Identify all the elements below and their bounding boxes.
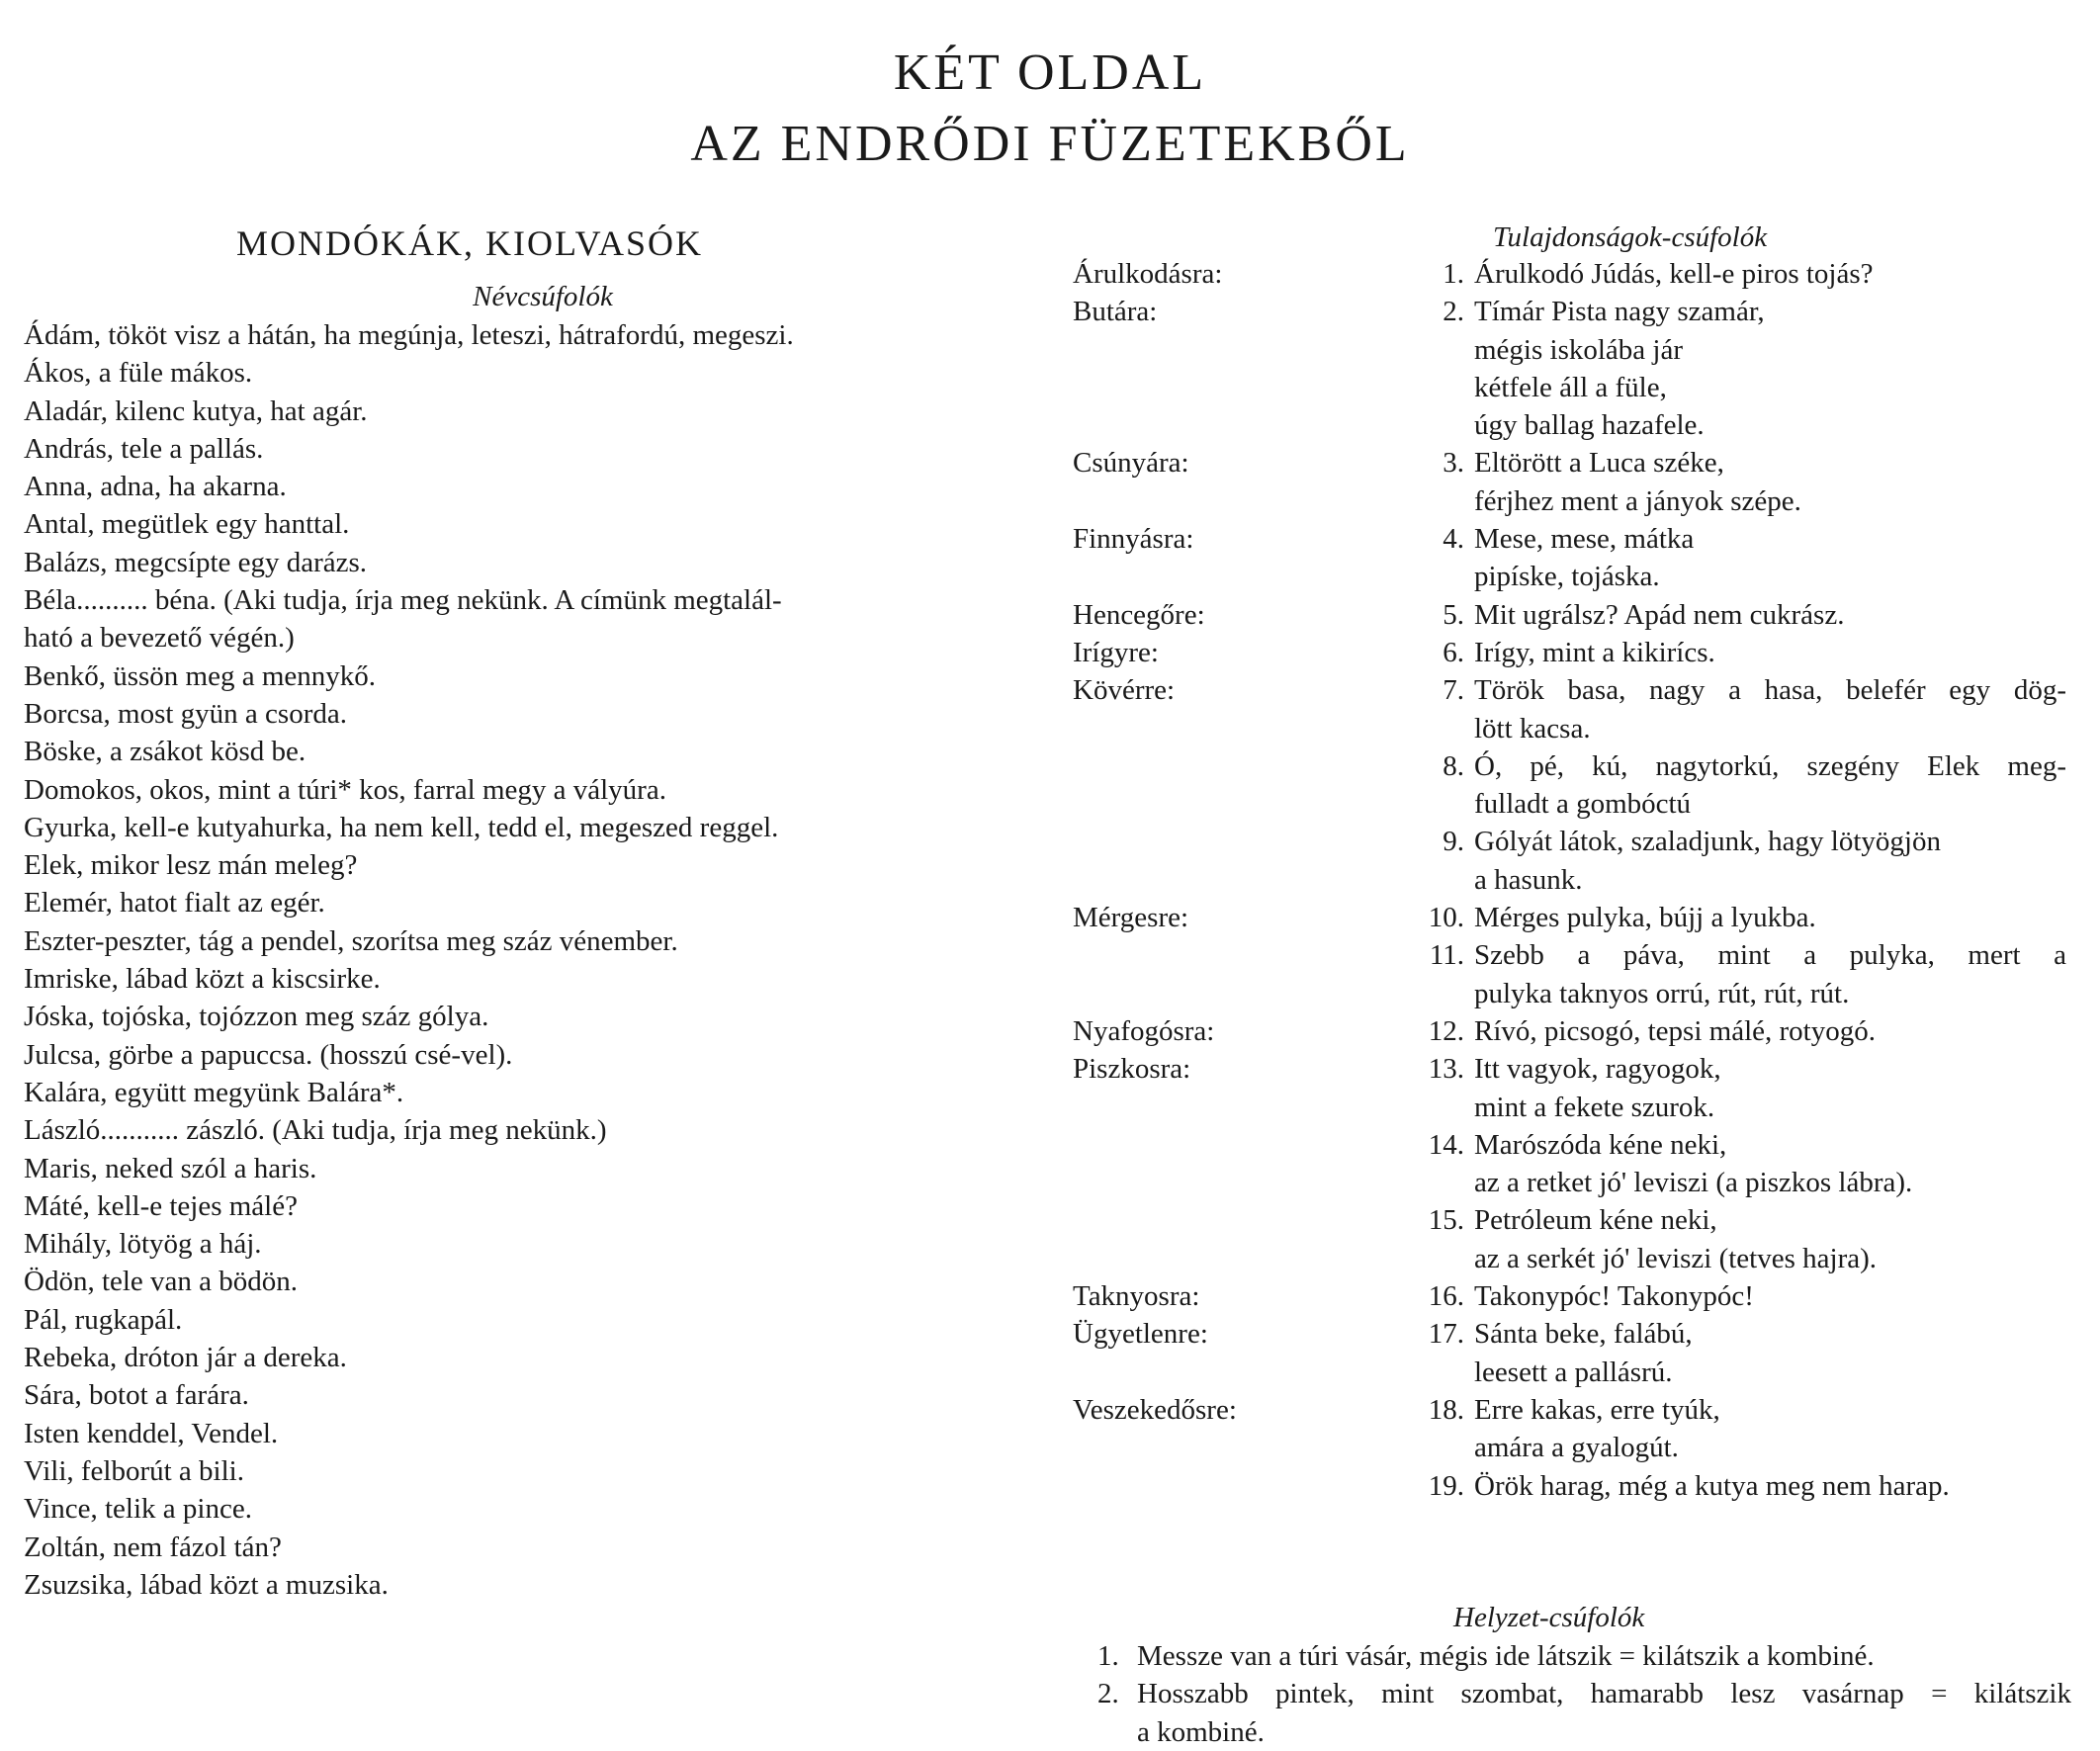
list-item: Pál, rugkapál. [24,1303,183,1336]
table-row [1073,1126,2066,1202]
trait-label: Nyafogósra: [1073,1014,1215,1047]
rhyme-line: Török basa, nagy a hasa, belefér egy dög- [1474,674,2066,707]
rhyme-text [1474,1467,2066,1505]
table-row [1073,444,2066,520]
rhyme-line: pipíske, tojáska. [1474,561,1660,593]
list-item: Imriske, lábad közt a kiscsirke. [24,963,381,996]
rhyme-line: a hasunk. [1474,863,1583,896]
table-row [1073,1391,2066,1467]
rhyme-line: kétfele áll a füle, [1474,371,1667,403]
table-row [1073,823,2066,899]
item-number: 10. [1428,902,1464,934]
list-item: Anna, adna, ha akarna. [24,471,287,503]
table-row [1073,1050,2066,1126]
item-number: 19. [1428,1469,1464,1502]
rhyme-line: úgy ballag hazafele. [1474,409,1705,442]
trait-label: Taknyosra: [1073,1280,1200,1313]
list-item: Ödön, tele van a bödön. [24,1266,299,1298]
table-row [1073,1012,2066,1050]
list-item: Jóska, tojóska, tojózzon meg száz gólya. [24,1001,489,1033]
list-item [1097,1675,2071,1751]
rhyme-text [1474,747,2066,824]
item-number: 11. [1429,939,1464,972]
item-number: 1. [1443,258,1464,290]
list-item: Elemér, hatot fialt az egér. [24,887,325,919]
rhyme-text [1137,1675,2071,1751]
item-number: 9. [1443,826,1464,858]
list-item [1097,1637,2071,1675]
page-title-line-1: KÉT OLDAL [893,44,1207,101]
rhyme-text [1474,293,2066,444]
trait-label: Ügyetlenre: [1073,1318,1208,1351]
item-number: 16. [1428,1280,1464,1313]
table-row [1073,747,2066,824]
list-item: Maris, neked szól a haris. [24,1152,317,1184]
rhyme-text [1137,1637,2071,1675]
rhyme-text [1474,1315,2066,1391]
list-item: Balázs, megcsípte egy darázs. [24,546,368,578]
rhyme-line: az a serkét jó' leviszi (tetves hajra). [1474,1242,1878,1274]
trait-label: Butára: [1073,296,1158,328]
list-item: Elek, mikor lesz mán meleg? [24,849,358,882]
list-item: Aladár, kilenc kutya, hat agár. [24,394,368,427]
table-row [1073,1201,2066,1277]
name-mockery-list [24,316,1062,1604]
item-number: 3. [1443,447,1464,480]
table-row [1073,936,2066,1012]
rhyme-text [1474,1012,2066,1050]
list-item: Borcsa, most gyün a csorda. [24,697,347,730]
page-title [0,38,2100,180]
rhyme-line: mint a fekete szurok. [1474,1091,1715,1123]
list-item: Gyurka, kell-e kutyahurka, ha nem kell, tedd el, megeszed reggel. [24,811,779,843]
list-item: László........... zászló. (Aki tudja, írja meg nekünk.) [24,1114,607,1147]
rhyme-line: Mit ugrálsz? Apád nem cukrász. [1474,598,1845,631]
rhyme-line: Tímár Pista nagy szamár, [1474,296,1765,328]
table-row [1073,671,2066,747]
page-title-line-2: AZ ENDRŐDI FÜZETEKBŐL [690,116,1410,172]
trait-label: Csúnyára: [1073,447,1189,480]
trait-mockery-table [1073,255,2066,1505]
trait-label: Veszekedősre: [1073,1393,1237,1426]
item-number: 2. [1097,1678,1119,1710]
rhyme-line: Gólyát látok, szaladjunk, hagy lötyögjön [1474,826,1941,858]
situation-mockery-subheading: Helyzet-csúfolók [1453,1602,1645,1633]
rhyme-line: Mese, mese, mátka [1474,523,1695,556]
list-item: Böske, a zsákot kösd be. [24,736,306,768]
rhyme-line: a kombiné. [1137,1715,1265,1748]
trait-label: Mérgesre: [1073,902,1189,934]
rhyme-line: Takonypóc! Takonypóc! [1474,1280,1754,1313]
rhyme-text [1474,1201,2066,1277]
list-item: Sára, botot a farára. [24,1379,249,1412]
right-column [1073,219,2066,1505]
rhyme-line: Ó, pé, kú, nagytorkú, szegény Elek meg- [1474,749,2066,782]
item-number: 13. [1428,1053,1464,1086]
rhyme-line: Sánta beke, falábú, [1474,1318,1693,1351]
rhyme-line: lött kacsa. [1474,712,1591,744]
table-row [1073,634,2066,671]
rhyme-text [1474,1050,2066,1126]
table-row [1073,1467,2066,1505]
item-number: 1. [1097,1640,1119,1672]
rhyme-line: Petróleum kéne neki, [1474,1204,1717,1237]
trait-label: Piszkosra: [1073,1053,1191,1086]
rhyme-text [1474,596,2066,634]
table-row [1073,596,2066,634]
list-item: Béla.......... béna. (Aki tudja, írja meg nekünk. A címünk megtalál- [24,584,782,617]
rhyme-line: Hosszabb pintek, mint szombat, hamarabb lesz vasárnap = kilátszik [1137,1678,2071,1710]
table-row [1073,293,2066,444]
rhyme-line: Örök harag, még a kutya meg nem harap. [1474,1469,1950,1502]
rhyme-line: Itt vagyok, ragyogok, [1474,1053,1721,1086]
rhyme-line: Marószóda kéne neki, [1474,1128,1727,1161]
rhyme-text [1474,1126,2066,1202]
rhyme-line: Árulkodó Júdás, kell-e piros tojás? [1474,258,1874,290]
table-row [1073,899,2066,936]
rhyme-line: az a retket jó' leviszi (a piszkos lábra). [1474,1167,1913,1199]
rhyme-line: fulladt a gombóctú [1474,788,1692,821]
item-number: 6. [1443,636,1464,668]
situation-mockery-block [1097,1600,2071,1751]
section-title: MONDÓKÁK, KIOLVASÓK [236,223,704,263]
trait-mockery-subheading: Tulajdonságok-csúfolók [1493,221,1768,253]
list-item: Julcsa, görbe a papuccsa. (hosszú csé-vel). [24,1038,513,1071]
rhyme-text [1474,1277,2066,1315]
table-row [1073,1277,2066,1315]
rhyme-text [1474,520,2066,596]
rhyme-text [1474,634,2066,671]
item-number: 12. [1428,1014,1464,1047]
rhyme-text [1474,444,2066,520]
item-number: 4. [1443,523,1464,556]
list-item: Máté, kell-e tejes málé? [24,1189,298,1222]
table-row [1073,1315,2066,1391]
trait-label: Kövérre: [1073,674,1176,707]
trait-label: Finnyásra: [1073,523,1194,556]
rhyme-line: Irígy, mint a kikirícs. [1474,636,1715,668]
list-item: András, tele a pallás. [24,432,264,465]
rhyme-line: amára a gyalogút. [1474,1432,1679,1464]
rhyme-text [1474,671,2066,747]
list-item: Ákos, a füle mákos. [24,357,253,390]
item-number: 8. [1443,749,1464,782]
list-item: Mihály, lötyög a háj. [24,1228,262,1261]
rhyme-line: Szebb a páva, mint a pulyka, mert a [1474,939,2066,972]
rhyme-line: mégis iskolába jár [1474,333,1684,366]
list-item: Rebeka, dróton jár a dereka. [24,1342,347,1374]
item-number: 7. [1443,674,1464,707]
list-item: ható a bevezető végén.) [24,622,295,655]
rhyme-text [1474,936,2066,1012]
rhyme-line: Messze van a túri vásár, mégis ide látszik = kilátszik a kombiné. [1137,1640,1875,1672]
list-item: Zsuzsika, lábad közt a muzsika. [24,1568,389,1601]
item-number: 2. [1443,296,1464,328]
name-mockery-subheading: Névcsúfolók [473,281,613,312]
rhyme-line: Erre kakas, erre tyúk, [1474,1393,1720,1426]
item-number: 17. [1428,1318,1464,1351]
list-item: Domokos, okos, mint a túri* kos, farral megy a vályúra. [24,773,666,806]
list-item: Vili, felborút a bili. [24,1454,244,1487]
trait-label: Hencegőre: [1073,598,1205,631]
rhyme-text [1474,1391,2066,1467]
list-item: Benkő, üssön meg a mennykő. [24,659,377,692]
list-item: Antal, megütlek egy hanttal. [24,508,350,541]
table-row [1073,255,2066,293]
item-number: 15. [1428,1204,1464,1237]
item-number: 14. [1428,1128,1464,1161]
item-number: 18. [1428,1393,1464,1426]
list-item: Kalára, együtt megyünk Balára*. [24,1076,404,1108]
rhyme-line: férjhez ment a jányok szépe. [1474,484,1801,517]
list-item: Eszter-peszter, tág a pendel, szorítsa meg száz vénember. [24,924,678,957]
item-number: 5. [1443,598,1464,631]
left-column [24,219,1062,1604]
rhyme-text [1474,255,2066,293]
rhyme-line: Mérges pulyka, bújj a lyukba. [1474,902,1816,934]
rhyme-line: Rívó, picsogó, tepsi málé, rotyogó. [1474,1014,1876,1047]
rhyme-line: pulyka taknyos orrú, rút, rút, rút. [1474,977,1850,1009]
list-item: Zoltán, nem fázol tán? [24,1531,282,1563]
rhyme-text [1474,823,2066,899]
list-item: Ádám, tököt visz a hátán, ha megúnja, leteszi, hátrafordú, megeszi. [24,319,794,351]
trait-label: Irígyre: [1073,636,1159,668]
table-row [1073,520,2066,596]
rhyme-text [1474,899,2066,936]
rhyme-line: Eltörött a Luca széke, [1474,447,1724,480]
list-item: Isten kenddel, Vendel. [24,1417,279,1449]
rhyme-line: leesett a pallásrú. [1474,1356,1673,1388]
trait-label: Árulkodásra: [1073,258,1223,290]
list-item: Vince, telik a pince. [24,1493,252,1526]
